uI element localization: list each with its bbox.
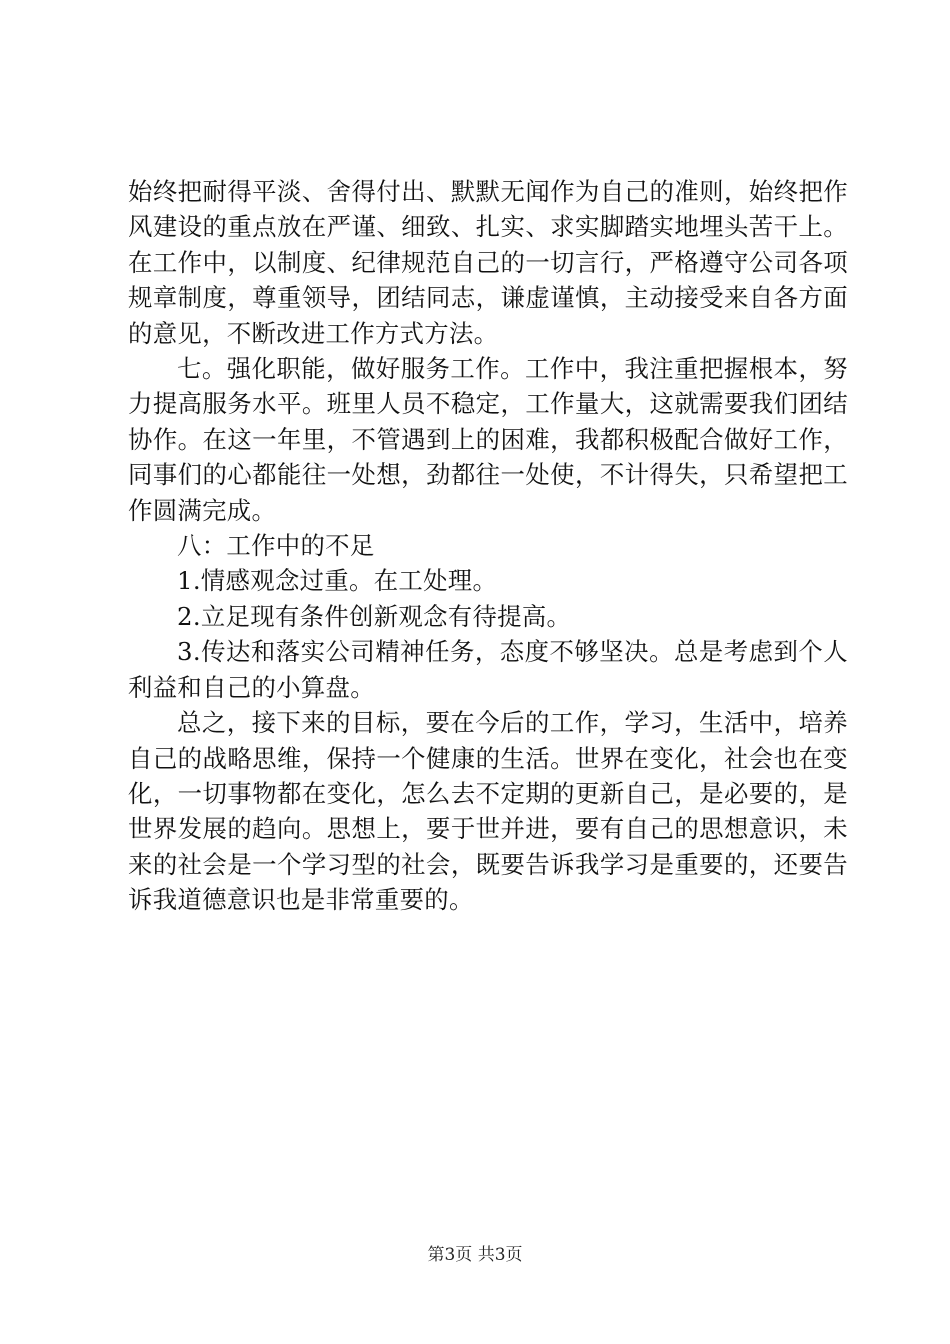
heading-section-eight: 八：工作中的不足 (177, 531, 375, 561)
page-footer: 第3页 共3页 (427, 1245, 523, 1265)
paragraph-section-seven: 七。强化职能，做好服务工作。工作中，我注重把握根本，努力提高服务水平。班里人员不稳定，工作量大，这就需要我们团结协作。在这一年里，不管遇到上的困难，我都积极配合做好工作，同事们的心都能往一处想，劲都往一处使，不计得失，只希望把工作圆满完成。 (128, 354, 848, 525)
paragraph-conclusion: 总之，接下来的目标，要在今后的工作，学习，生活中，培养自己的战略思维，保持一个健康的生活。世界在变化，社会也在变化，一切事物都在变化，怎么去不定期的更新自己，是必要的，是世界发展的趋向。思想上，要于世并进，要有自己的思想意识，未来的社会是一个学习型的社会，既要告诉我学习是重要的，还要告诉我道德意识也是非常重要的。 (128, 708, 848, 915)
list-item-2: 2.立足现有条件创新观念有待提高。 (177, 601, 572, 631)
list-item-1: 1.情感观念过重。在工处理。 (177, 566, 498, 596)
paragraph-work-style: 始终把耐得平淡、舍得付出、默默无闻作为自己的准则，始终把作风建设的重点放在严谨、细致、扎实、求实脚踏实地埋头苦干上。在工作中，以制度、纪律规范自己的一切言行，严格遵守公司各项规章制度，尊重领导，团结同志，谦虚谨慎，主动接受来自各方面的意见，不断改进工作方式方法。 (128, 177, 848, 348)
list-item-3: 3.传达和落实公司精神任务，态度不够坚决。总是考虑到个人利益和自己的小算盘。 (128, 637, 848, 702)
document-body (128, 174, 848, 918)
